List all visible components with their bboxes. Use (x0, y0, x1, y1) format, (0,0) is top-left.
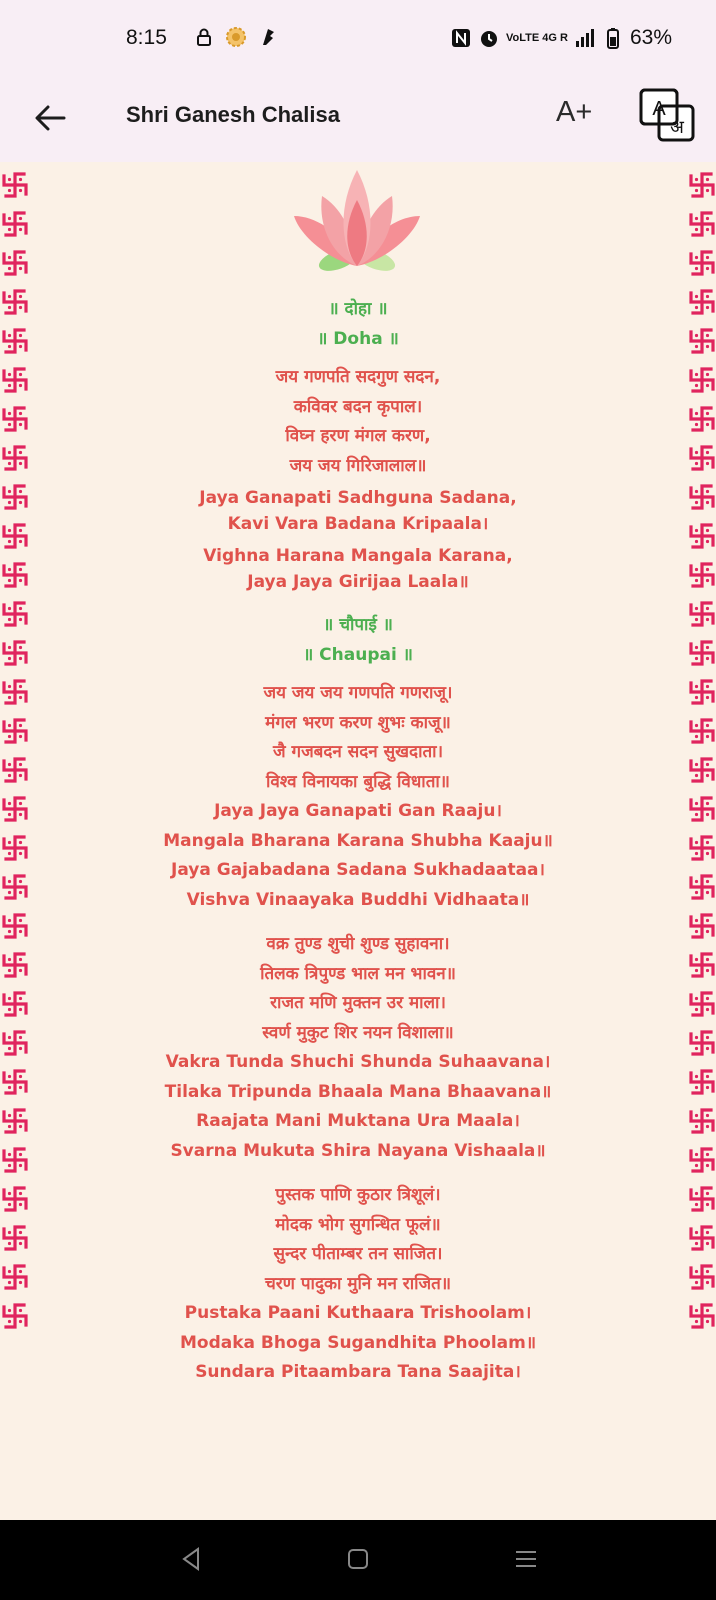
chaupai-translit-line: Pustaka Paani Kuthaara Trishoolam। (184, 1303, 532, 1323)
battery-percent: 63% (629, 26, 672, 49)
app-icon (257, 26, 279, 48)
chaupai-line: तिलक त्रिपुण्ड भाल मन भावन॥ (260, 963, 456, 984)
system-nav-bar (0, 1520, 716, 1600)
chaupai-line: राजत मणि मुक्तन उर माला। (270, 993, 446, 1013)
back-arrow-icon[interactable] (28, 96, 72, 140)
swastika-icon (0, 755, 30, 785)
swastika-icon (687, 1223, 716, 1253)
swastika-icon (0, 599, 30, 629)
lock-icon (193, 26, 215, 48)
swastika-icon (687, 989, 716, 1019)
swastika-icon (687, 1262, 716, 1292)
lotus-icon (290, 166, 424, 284)
swastika-icon (687, 1301, 716, 1331)
chaupai-translit-line: Tilaka Tripunda Bhaala Mana Bhaavana॥ (164, 1081, 552, 1102)
chaupai-line: जै गजबदन सदन सुखदाता। (272, 742, 444, 762)
doha-translit-line: Vighna Harana Mangala Karana, (203, 546, 513, 566)
swastika-icon (687, 365, 716, 395)
chalisa-text (40, 294, 676, 1388)
chaupai-line: मंगल भरण करण शुभः काजू॥ (265, 712, 451, 733)
doha-line: विघ्न हरण मंगल करण, (285, 426, 431, 446)
swastika-icon (0, 950, 30, 980)
chaupai-line: सुन्दर पीताम्बर तन साजित। (273, 1244, 443, 1264)
doha-translit-line: Jaya Jaya Girijaa Laala॥ (247, 572, 469, 592)
swastika-icon (687, 716, 716, 746)
battery-icon (602, 27, 624, 49)
swastika-icon (687, 911, 716, 941)
swastika-icon (0, 326, 30, 356)
font-size-button[interactable]: A+ (556, 96, 593, 128)
doha-line: जय जय गिरिजालाल॥ (289, 455, 427, 476)
swastika-icon (687, 560, 716, 590)
swastika-icon (0, 404, 30, 434)
status-left-icons (193, 26, 279, 48)
swastika-icon (0, 638, 30, 668)
nav-back-icon[interactable] (176, 1544, 206, 1574)
status-time: 8:15 (126, 26, 167, 49)
swastika-icon (0, 872, 30, 902)
swastika-icon (0, 521, 30, 551)
swastika-icon (0, 287, 30, 317)
swastika-icon (687, 872, 716, 902)
nfc-icon (450, 27, 472, 49)
chaupai-heading-hindi: ॥ चौपाई ॥ (323, 615, 393, 635)
swastika-icon (0, 209, 30, 239)
translate-icon[interactable] (639, 86, 697, 144)
swastika-icon (687, 1067, 716, 1097)
doha-heading-latin: ॥ Doha ॥ (317, 329, 399, 349)
swastika-icon (687, 794, 716, 824)
swastika-icon (0, 482, 30, 512)
doha-line: जय गणपति सदगुण सदन, (275, 367, 441, 387)
chalisa-content[interactable] (0, 162, 716, 1520)
swastika-icon (0, 443, 30, 473)
network-indicators: VoLTE 4G R (506, 32, 568, 44)
swastika-icon (0, 170, 30, 200)
signal-icon (574, 27, 596, 49)
swastika-icon (0, 833, 30, 863)
chaupai-line: विश्व विनायका बुद्धि विधाता॥ (266, 771, 450, 792)
swastika-icon (0, 1184, 30, 1214)
swastika-icon (0, 1301, 30, 1331)
swastika-icon (687, 326, 716, 356)
swastika-icon (0, 365, 30, 395)
swastika-icon (687, 833, 716, 863)
app-bar (0, 80, 716, 162)
chaupai-line: स्वर्ण मुकुट शिर नयन विशाला॥ (262, 1022, 454, 1043)
left-border (0, 170, 34, 1340)
swastika-icon (0, 560, 30, 590)
om-icon (225, 26, 247, 48)
translate-latin-glyph: A (652, 98, 666, 120)
chaupai-translit-line: Sundara Pitaambara Tana Saajita। (195, 1362, 521, 1382)
swastika-icon (0, 1262, 30, 1292)
right-border (687, 170, 716, 1340)
swastika-icon (687, 599, 716, 629)
swastika-icon (687, 1145, 716, 1175)
swastika-icon (687, 1106, 716, 1136)
swastika-icon (0, 794, 30, 824)
swastika-icon (0, 248, 30, 278)
doha-translit-line: Kavi Vara Badana Kripaala। (227, 514, 489, 534)
doha-heading-hindi: ॥ दोहा ॥ (328, 299, 388, 319)
chaupai-line: पुस्तक पाणि कुठार त्रिशूलं। (275, 1185, 441, 1205)
swastika-icon (687, 755, 716, 785)
swastika-icon (687, 482, 716, 512)
swastika-icon (687, 287, 716, 317)
swastika-icon (0, 1145, 30, 1175)
swastika-icon (687, 1028, 716, 1058)
nav-home-icon[interactable] (343, 1544, 373, 1574)
chaupai-translit-line: Jaya Jaya Ganapati Gan Raaju। (214, 801, 502, 821)
swastika-icon (687, 404, 716, 434)
chaupai-translit-line: Raajata Mani Muktana Ura Maala। (196, 1111, 520, 1131)
chaupai-translit-line: Vakra Tunda Shuchi Shunda Suhaavana। (165, 1052, 551, 1072)
swastika-icon (687, 170, 716, 200)
status-bar (0, 0, 716, 80)
doha-line: कविवर बदन कृपाल। (293, 396, 423, 417)
swastika-icon (0, 1028, 30, 1058)
chaupai-translit-line: Modaka Bhoga Sugandhita Phoolam॥ (179, 1332, 537, 1353)
nav-recents-icon[interactable] (511, 1544, 541, 1574)
chaupai-translit-line: Svarna Mukuta Shira Nayana Vishaala॥ (170, 1140, 546, 1161)
swastika-icon (687, 209, 716, 239)
swastika-icon (0, 677, 30, 707)
swastika-icon (687, 638, 716, 668)
page-title: Shri Ganesh Chalisa (126, 102, 340, 127)
swastika-icon (687, 1184, 716, 1214)
swastika-icon (0, 911, 30, 941)
swastika-icon (687, 521, 716, 551)
chaupai-line: जय जय जय गणपति गणराजू। (263, 683, 453, 703)
chaupai-line: मोदक भोग सुगन्धित फूलं॥ (275, 1214, 441, 1235)
status-right-icons (450, 26, 672, 50)
chaupai-translit-line: Vishva Vinaayaka Buddhi Vidhaata॥ (186, 889, 530, 910)
swastika-icon (687, 248, 716, 278)
chaupai-translit-line: Mangala Bharana Karana Shubha Kaaju॥ (163, 830, 553, 851)
swastika-icon (687, 950, 716, 980)
doha-translit-line: Jaya Ganapati Sadhguna Sadana, (199, 488, 517, 508)
chaupai-translit-line: Jaya Gajabadana Sadana Sukhadaataa। (171, 860, 545, 880)
chaupai-heading-latin: ॥ Chaupai ॥ (303, 645, 413, 665)
swastika-icon (0, 989, 30, 1019)
alarm-icon (478, 27, 500, 49)
swastika-icon (687, 677, 716, 707)
chaupai-line: चरण पादुका मुनि मन राजित॥ (264, 1273, 452, 1294)
swastika-icon (0, 716, 30, 746)
translate-devanagari-glyph: अ (670, 117, 684, 138)
swastika-icon (0, 1106, 30, 1136)
swastika-icon (0, 1223, 30, 1253)
swastika-icon (687, 443, 716, 473)
swastika-icon (0, 1067, 30, 1097)
chaupai-line: वक्र तुण्ड शुची शुण्ड सुहावना। (266, 934, 450, 954)
